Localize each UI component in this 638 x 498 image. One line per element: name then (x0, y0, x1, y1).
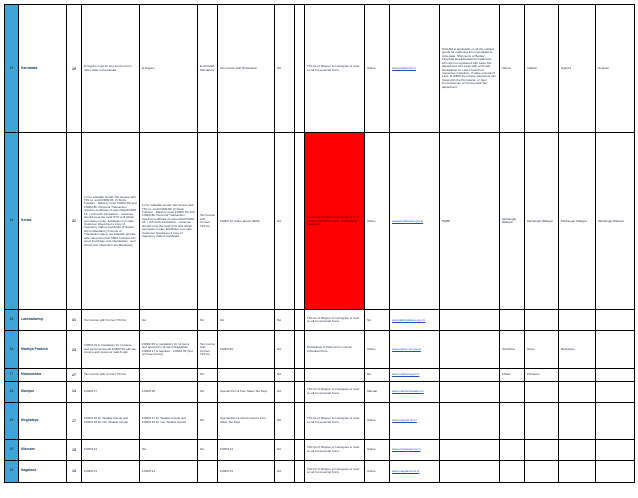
website-link (390, 331, 440, 368)
transit-requirement: NA (198, 381, 218, 402)
checkpost-2: Muthanga/ Walayar (525, 133, 559, 310)
serial-cell: 18 (5, 381, 19, 402)
col-blank (295, 460, 305, 482)
col-blank (295, 368, 305, 381)
col-blank (295, 381, 305, 402)
website-link[interactable]: www.manipurtaxation.in (392, 388, 424, 393)
tax-paid-document: NA (218, 310, 275, 331)
table-row (5, 439, 635, 460)
filing-mode: NA (365, 368, 390, 381)
checkpost-1 (500, 439, 525, 460)
website-link (390, 310, 440, 331)
consignment-note: TIN No of Shipper & Consignee is must on all Commercial Cons. (305, 310, 365, 331)
tax-paid-document: Tax Invoice with Declaration (218, 5, 275, 133)
website-link[interactable]: www.ctaxkarnic.in (392, 65, 416, 70)
checkpost-4: Muthanga/ Walayar (596, 133, 635, 310)
count-cell: 31 (67, 310, 82, 331)
checkpost-4 (596, 368, 635, 381)
state-tax-requirements-table (4, 4, 635, 483)
checkpost-1: Khilad (500, 368, 525, 381)
checkpost-1: Zahira (500, 5, 525, 133)
tax-paid-document: FORM 24 (218, 460, 275, 482)
outward-requirement: NA (140, 439, 198, 460)
col-blank (295, 133, 305, 310)
checkpost-3: Muthanga/ Walayar (559, 133, 596, 310)
checkpost-4 (596, 310, 635, 331)
filing-mode: NA (365, 310, 390, 331)
checkpost-2: Attibele (525, 5, 559, 133)
checkpost-2 (525, 402, 559, 439)
inward-requirement: Tax Invoice with Correct TIN No. (82, 310, 140, 331)
outward-requirement: FORM 49 is mandatory for 11 items and apart from 11 items Rajasthan FORM 47 is required. . FORM 49 (Out of these issues) (140, 331, 198, 368)
inward-requirement: FORM 23 (82, 460, 140, 482)
table-row (5, 310, 635, 331)
col-na: NA (275, 439, 295, 460)
state-name: Manipur (19, 381, 67, 402)
remarks (440, 381, 500, 402)
website-link (390, 368, 440, 381)
count-cell: 15 (67, 439, 82, 460)
filing-mode: Online (365, 331, 390, 368)
state-name: Kerala (19, 133, 67, 310)
outward-requirement: 1) For saleable Goods Tax Invoice with TIN no. and FORM 8F. 2) Stock Transfer - Delivery note/ FORM 15/ and FORM 8F. Personal Transaction requires certificate of ownership/FORM 16. ) Job work transaction - customer should meet the local STO and obtain permission order. Exhibition cum sale - Customer should get a copy of frequency traders certificate (140, 133, 198, 310)
table-row (5, 331, 635, 368)
website-link[interactable]: www.mahavat.gov.in (392, 371, 420, 376)
state-name: Mizoram (19, 439, 67, 460)
checkpost-2: Pinkamer (525, 368, 559, 381)
consignment-note: TIN No of Shipper & Consignee is must on all Commercial Cons. Transit Pass 4(appl all) (305, 133, 365, 310)
checkpost-4 (596, 381, 635, 402)
checkpost-2 (525, 460, 559, 482)
tax-paid-document (218, 368, 275, 381)
outward-requirement: FORM 24 (140, 460, 198, 482)
filing-mode: Manual (365, 381, 390, 402)
inward-requirement: FORM 34 (82, 439, 140, 460)
checkpost-2 (525, 310, 559, 331)
inward-requirement: E-Sugam must for any amount from other state to Karnataka (82, 5, 140, 133)
transit-requirement: NA (198, 310, 218, 331)
transit-requirement: Tax Invoice with Correct TIN No (198, 133, 218, 310)
consignment-note: TIN No of Shipper & Consignee is must on all Commercial Cons. (305, 381, 365, 402)
outward-requirement: FORM 37 for Taxable Goods and FORM 35 for non Taxable Goods (140, 402, 198, 439)
tax-paid-document: FORM 16 (value above 4999) (218, 133, 275, 310)
state-name: Meghalaya (19, 402, 67, 439)
checkpost-2 (525, 381, 559, 402)
website-link (390, 439, 440, 460)
outward-requirement: E-Sugam (140, 5, 198, 133)
checkpost-3 (559, 439, 596, 460)
checkpost-4 (596, 331, 635, 368)
checkpost-1 (500, 460, 525, 482)
col-na: NA (275, 368, 295, 381)
outward-requirement: FORM 28 (140, 381, 198, 402)
outward-requirement (140, 368, 198, 381)
website-link[interactable]: www.megvat.nic.in (392, 417, 417, 422)
filing-mode: Online (365, 5, 390, 133)
checkpost-3: Burhanpur (559, 331, 596, 368)
col-blank (295, 310, 305, 331)
checkpost-4 (596, 460, 635, 482)
state-name: Nagaland (19, 460, 67, 482)
table-row (5, 368, 635, 381)
table-row (5, 5, 635, 133)
serial-cell: 20 (5, 439, 19, 460)
transit-requirement: NA (198, 439, 218, 460)
serial-cell: 16 (5, 331, 19, 368)
checkpost-3 (559, 310, 596, 331)
col-blank (295, 5, 305, 133)
website-link (390, 381, 440, 402)
state-name: Maharashtra (19, 368, 67, 381)
website-link (390, 5, 440, 133)
filing-mode: Online (365, 402, 390, 439)
remarks (440, 402, 500, 439)
inward-requirement: FORM 49 is mandatory for 14 items and personal Goods FORM 50 with tax Invoice and customer seal & sign (82, 331, 140, 368)
consignment-note: TIN No of Shipper & Consignee is must on all Commercial Cons. (305, 5, 365, 133)
checkpost-1: Muthanga/ Walayar (500, 133, 525, 310)
serial-cell: 19 (5, 402, 19, 439)
col-na: NA (275, 5, 295, 133)
website-link (390, 460, 440, 482)
tax-paid-document: FORM 50 (218, 331, 275, 368)
checkpost-4 (596, 439, 635, 460)
col-na: NA (275, 310, 295, 331)
checkpost-1: Sendhwa (500, 331, 525, 368)
col-na: NA (275, 460, 295, 482)
inward-requirement: FORM 27 (82, 381, 140, 402)
table-row (5, 460, 635, 482)
count-cell: 29 (67, 5, 82, 133)
state-name: Lakshadweep (19, 310, 67, 331)
count-cell: 13 (67, 460, 82, 482)
serial-cell: 13 (5, 5, 19, 133)
consignment-note: Declaration & Photo ID is must for individual Cons. (305, 331, 365, 368)
col-na: NA (275, 381, 295, 402)
table-row (5, 402, 635, 439)
inward-requirement: 1) For saleable Goods Tax Invoice with TIN no. and FORM 8F. 2) Stock Transfer - Delivery note/ FORM 16/ and FORM 8F. Personal Transaction requires certificate of ownership/FORM 16. ) Job work transaction - customer should meet the local STO and obtain permission order. Exhibition cum sale - Customer should get a copy of frequency traders certificate (Transfer slip is Mandatory) Income of Transaction slip is not saleable and the sale value less than 5000 Customer ID proof /purchase note /declaration . and check post inspection are Mandatory (82, 133, 140, 310)
count-cell: 23 (67, 331, 82, 368)
col-na: NA (275, 331, 295, 368)
col-blank (295, 439, 305, 460)
remarks: SUGAM is applicable on all the notified goods for outbound from Karnataka & intra-state. Shipments of Banks/ Financial and Educational Institutions who are not registered with sales Tax department can travel with a Printed Declaration on Letter head from respective Institution. If value exceeds 5 Lacs, E-WBN/ then these shipments can travel with the Permission of Joint Commissioner of Commercial Tax department (440, 5, 500, 133)
checkpost-3 (559, 381, 596, 402)
checkpost-2 (525, 439, 559, 460)
inward-requirement: Tax Invoice with Correct TIN No. (82, 368, 140, 381)
checkpost-1 (500, 381, 525, 402)
website-link (390, 133, 440, 310)
count-cell: 14 (67, 381, 82, 402)
inward-requirement: FORM 40 for Taxable Goods and FORM 35 for non Taxable Goods (82, 402, 140, 439)
consignment-note (305, 368, 365, 381)
transit-requirement (198, 460, 218, 482)
checkpost-2: Sirpet (525, 331, 559, 368)
website-link[interactable]: www.mizotaxes.nic.in (392, 447, 421, 452)
website-link (390, 402, 440, 439)
tax-paid-document: Special Permit with Annexure from Sales Tax Dept (218, 402, 275, 439)
checkpost-3: Nippani (559, 5, 596, 133)
remarks (440, 460, 500, 482)
consignment-note: TIN No of Shipper & Consignee is must on all Commercial Cons. (305, 460, 365, 482)
table-body (5, 5, 635, 483)
checkpost-3 (559, 368, 596, 381)
col-blank (295, 331, 305, 368)
filing-mode: Online (365, 460, 390, 482)
checkpost-3 (559, 460, 596, 482)
table-row (5, 133, 635, 310)
checkpost-1 (500, 402, 525, 439)
serial-cell: 17 (5, 368, 19, 381)
website-link[interactable]: www.mptax.mp.gov.in (392, 346, 421, 351)
tax-paid-document: Special Permit from Sales Tax Dept (218, 381, 275, 402)
remarks (440, 310, 500, 331)
col-na: NA (275, 133, 295, 310)
website-link[interactable]: www.keralataxes.gov.in (392, 218, 424, 223)
remarks: 8WBF (440, 133, 500, 310)
consignment-note: TIN No of Shipper & Consignee is must on all Commercial Cons. (305, 402, 365, 439)
serial-cell: 21 (5, 460, 19, 482)
transit-requirement: E-SUGAM Mandatory (198, 5, 218, 133)
outward-requirement: NA (140, 310, 198, 331)
checkpost-4: Hoskote (596, 5, 635, 133)
table-row (5, 381, 635, 402)
remarks (440, 439, 500, 460)
checkpost-4 (596, 402, 635, 439)
col-na: NA (275, 402, 295, 439)
remarks (440, 368, 500, 381)
checkpost-1 (500, 310, 525, 331)
transit-requirement: NA (198, 402, 218, 439)
tax-paid-document: FORM 34 (218, 439, 275, 460)
checkpost-3 (559, 402, 596, 439)
website-link[interactable]: www.nagaland.nic.in (392, 468, 420, 473)
website-link[interactable]: www.lakshadweep.gov.in (392, 317, 426, 322)
serial-cell: 14 (5, 133, 19, 310)
state-name: Madhya Pradesh (19, 331, 67, 368)
remarks (440, 331, 500, 368)
consignment-note: TIN No of Shipper & Consignee is must on all Commercial Cons. (305, 439, 365, 460)
transit-requirement: NA (198, 368, 218, 381)
filing-mode: Online (365, 133, 390, 310)
count-cell: 27 (67, 368, 82, 381)
count-cell: 17 (67, 402, 82, 439)
filing-mode: Online (365, 439, 390, 460)
transit-requirement: Tax Invoice with Correct TIN No (198, 331, 218, 368)
state-name: Karnataka (19, 5, 67, 133)
serial-cell: 15 (5, 310, 19, 331)
count-cell: 32 (67, 133, 82, 310)
col-blank (295, 402, 305, 439)
